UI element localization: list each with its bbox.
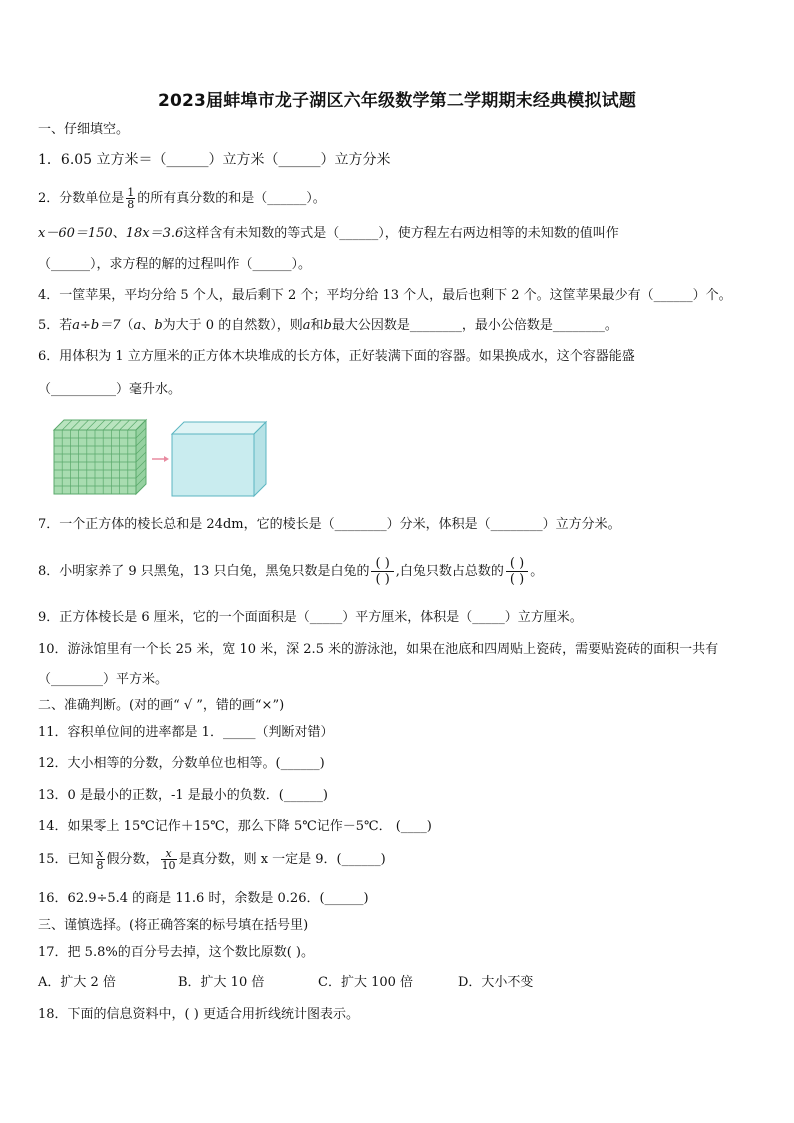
equation-2: 18x＝3.6 bbox=[125, 226, 184, 241]
question-3-line-1 bbox=[38, 225, 774, 243]
question-8-middle: ,白兔只数占总数的 bbox=[395, 564, 504, 579]
equation-1: x－60＝150 bbox=[38, 226, 113, 241]
question-8-prefix: 8．小明家养了 9 只黑兔，13 只白兔，黑兔只数是白兔的 bbox=[38, 564, 370, 579]
blank-numerator: ( ) bbox=[506, 556, 528, 572]
fraction-blank-1 bbox=[371, 556, 393, 587]
var-a-2: a bbox=[302, 318, 311, 333]
question-3-line-2: （______），求方程的解的过程叫作（______）。 bbox=[38, 257, 312, 272]
question-9: 9．正方体棱长是 6 厘米，它的一个面面积是（_____）平方厘米，体积是（_____）立方厘米。 bbox=[38, 610, 583, 625]
question-3-suffix: 这样含有未知数的等式是（______），使方程左右两边相等的未知数的值叫作 bbox=[183, 226, 619, 241]
question-5 bbox=[38, 317, 774, 335]
question-11: 11．容积单位间的进率都是 1．_____（判断对错） bbox=[38, 725, 334, 740]
var-b: b bbox=[154, 318, 163, 333]
fraction-x-over-10 bbox=[161, 848, 177, 871]
question-8 bbox=[38, 556, 774, 587]
fraction-blank-2 bbox=[506, 556, 528, 587]
question-15-prefix: 15．已知 bbox=[38, 852, 94, 867]
question-2-prefix: 2．分数单位是 bbox=[38, 191, 125, 206]
question-5-suffix: 最大公因数是________，最小公倍数是________。 bbox=[331, 318, 618, 333]
option-d: D．大小不变 bbox=[458, 975, 534, 990]
question-17-options bbox=[38, 974, 774, 992]
fraction-denominator: 8 bbox=[127, 198, 135, 211]
equation-separator: 、 bbox=[112, 226, 126, 241]
question-10-line-2: （________）平方米。 bbox=[38, 672, 169, 687]
section-1-heading: 一、仔细填空。 bbox=[38, 122, 130, 137]
q5-text-4: 和 bbox=[310, 318, 324, 333]
arrow-icon bbox=[152, 456, 169, 462]
q5-text-2: 、 bbox=[141, 318, 155, 333]
equation-a-div-b: a÷b＝7 bbox=[72, 318, 121, 333]
fraction-denominator: 8 bbox=[96, 859, 104, 872]
blank-numerator: ( ) bbox=[371, 556, 393, 572]
fraction-x-over-8 bbox=[96, 848, 105, 871]
question-15-middle: 假分数， bbox=[106, 852, 159, 867]
blank-denominator: ( ) bbox=[375, 572, 390, 587]
option-c: C．扩大 100 倍 bbox=[318, 975, 414, 990]
question-15-suffix: 是真分数，则 x 一定是 9．(______) bbox=[178, 852, 386, 867]
section-2-heading: 二、准确判断。(对的画“ √ ”，错的画“×”) bbox=[38, 698, 285, 713]
fraction-one-eighth bbox=[126, 187, 135, 210]
page-title: 2023届蚌埠市龙子湖区六年级数学第二学期期末经典模拟试题 bbox=[157, 91, 637, 111]
q5-text-1: （ bbox=[120, 318, 134, 333]
question-12: 12．大小相等的分数，分数单位也相等。(______) bbox=[38, 756, 325, 771]
question-13: 13．0 是最小的正数，-1 是最小的负数．(______) bbox=[38, 788, 328, 803]
fraction-denominator: 10 bbox=[161, 859, 176, 872]
fraction-numerator: x bbox=[96, 847, 104, 860]
option-a: A．扩大 2 倍 bbox=[38, 975, 116, 990]
question-16: 16．62.9÷5.4 的商是 11.6 时，余数是 0.26．(______) bbox=[38, 891, 369, 906]
fraction-numerator: x bbox=[161, 848, 177, 860]
question-10-line-1: 10．游泳馆里有一个长 25 米，宽 10 米，深 2.5 米的游泳池，如果在池底和四周贴上瓷砖，需要贴瓷砖的面积一共有 bbox=[38, 642, 719, 657]
question-17: 17．把 5.8%的百分号去掉，这个数比原数( )。 bbox=[38, 945, 314, 960]
question-14: 14．如果零上 15℃记作＋15℃，那么下降 5℃记作－5℃． (____) bbox=[38, 819, 432, 834]
question-7: 7．一个正方体的棱长总和是 24dm，它的棱长是（________）分米，体积是（________）立方分米。 bbox=[38, 517, 621, 532]
question-18: 18．下面的信息资料中，( ) 更适合用折线统计图表示。 bbox=[38, 1007, 359, 1022]
fraction-numerator: 1 bbox=[127, 186, 135, 199]
question-2 bbox=[38, 187, 774, 210]
var-a: a bbox=[133, 318, 142, 333]
container-box-illustration bbox=[172, 422, 266, 496]
blank-denominator: ( ) bbox=[509, 572, 525, 587]
option-b: B．扩大 10 倍 bbox=[178, 975, 265, 990]
var-b-2: b bbox=[323, 318, 332, 333]
question-15 bbox=[38, 848, 774, 871]
question-5-prefix: 5．若 bbox=[38, 318, 73, 333]
cube-stack-and-container-figure bbox=[48, 418, 270, 502]
question-1: 1．6.05 立方米＝（______）立方米（______）立方分米 bbox=[38, 152, 391, 168]
question-2-suffix: 的所有真分数的和是（______）。 bbox=[137, 191, 326, 206]
section-3-heading: 三、谨慎选择。(将正确答案的标号填在括号里) bbox=[38, 918, 309, 933]
question-6-line-1: 6．用体积为 1 立方厘米的正方体木块堆成的长方体，正好装满下面的容器。如果换成水，这个容器能盛 bbox=[38, 349, 635, 364]
q5-text-3: 为大于 0 的自然数），则 bbox=[162, 318, 303, 333]
cube-stack-illustration bbox=[54, 420, 146, 494]
question-6-line-2: （__________）毫升水。 bbox=[38, 382, 182, 397]
question-4: 4．一筐苹果，平均分给 5 个人，最后剩下 2 个；平均分给 13 个人，最后也剩下 2 个。这筐苹果最少有（______）个。 bbox=[38, 288, 732, 303]
question-8-suffix: 。 bbox=[530, 564, 544, 579]
